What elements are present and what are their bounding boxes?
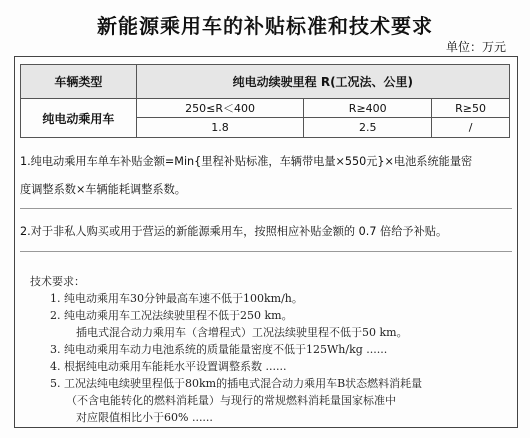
value-cell: 1.8 (136, 118, 304, 138)
tech-line: 插电式混合动力乘用车（含增程式）工况法续驶里程不低于50 km。 (76, 326, 408, 339)
tech-line: （不含电能转化的燃料消耗量）与现行的常规燃料消耗量国家标准中 (66, 394, 396, 407)
tech-heading: 技术要求： (30, 275, 85, 288)
subsidy-table (20, 64, 510, 138)
note-line: 度调整系数×车辆能耗调整系数。 (20, 183, 186, 196)
range-cell: R≥50 (432, 99, 510, 118)
tech-line: 4. 根据纯电动乘用车能耗水平设置调整系数 ...... (50, 360, 287, 373)
range-cell: 250≤R＜400 (136, 99, 304, 118)
tech-line: 3. 纯电动乘用车动力电池系统的质量能量密度不低于125Wh/kg ...... (50, 343, 388, 356)
range-cell: R≥400 (304, 99, 432, 118)
row-label: 纯电动乘用车 (21, 99, 137, 138)
range-header: 纯电动续驶里程 R(工况法、公里) (136, 65, 509, 99)
tech-line: 2. 纯电动乘用车工况法续驶里程不低于250 km。 (50, 309, 293, 322)
vehicle-type-header: 车辆类型 (21, 65, 137, 99)
tech-line: 5. 工况法纯电续驶里程低于80km的插电式混合动力乘用车B状态燃料消耗量 (50, 377, 423, 390)
note-line: 2.对于非私人购买或用于营运的新能源乘用车，按照相应补贴金额的 0.7 倍给予补贴。 (20, 225, 448, 238)
tech-line: 1. 纯电动乘用车30分钟最高车速不低于100km/h。 (50, 292, 303, 305)
value-cell: 2.5 (304, 118, 432, 138)
unit-label: 单位：万元 (445, 40, 506, 54)
page-title: 新能源乘用车的补贴标准和技术要求 (97, 14, 433, 38)
note-line: 1.纯电动乘用车单车补贴金额=Min{里程补贴标准，车辆带电量×550元}×电池系统能量密 (20, 155, 473, 168)
tech-line: 对应限值相比小于60% ...... (76, 411, 213, 424)
divider (20, 208, 512, 209)
value-cell: / (432, 118, 510, 138)
tech-requirements (30, 273, 510, 426)
divider (20, 251, 512, 252)
